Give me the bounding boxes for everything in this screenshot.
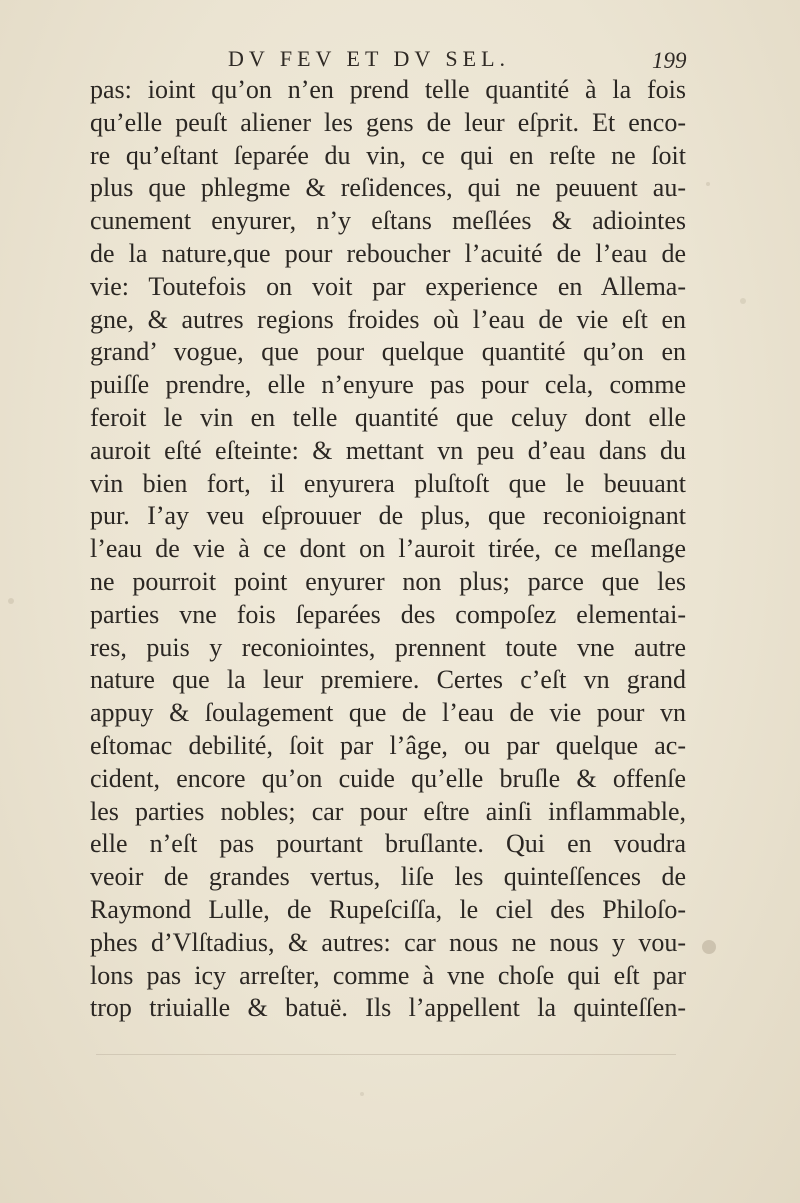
text-line: qu’elle peuſt aliener les gens de leur eſprit. Et enco- <box>90 107 686 137</box>
text-line: grand’ vogue, que pour quelque quantité qu’on en <box>90 337 686 367</box>
text-line: de la nature,que pour reboucher l’acuité de l’eau de <box>90 238 686 268</box>
paper-stain <box>706 182 710 186</box>
page-number: 199 <box>652 48 687 73</box>
paper-stain <box>8 598 14 604</box>
text-line: Raymond Lulle, de Rupeſciſſa, le ciel des Philoſo- <box>90 894 686 924</box>
running-head-title: DV FEV ET DV SEL. <box>228 46 511 71</box>
text-line: gne, & autres regions froides où l’eau de vie eſt en <box>90 304 686 334</box>
text-line: trop triuialle & batuë. Ils l’appellent la quinteſſen- <box>90 993 686 1023</box>
text-line: auroit eſté eſteinte: & mettant vn peu d’eau dans du <box>90 435 686 465</box>
text-line: eſtomac debilité, ſoit par l’âge, ou par quelque ac- <box>90 730 686 760</box>
bottom-rule <box>96 1054 676 1055</box>
text-line: vin bien fort, il enyurera pluſtoſt que le beuuant <box>90 468 686 498</box>
text-line: lons pas icy arreſter, comme à vne choſe qui eſt par <box>90 960 686 990</box>
text-line: puiſſe prendre, elle n’enyure pas pour cela, comme <box>90 370 686 400</box>
text-line: vie: Toutefois on voit par experience en Allema- <box>90 271 686 301</box>
text-line: pas: ioint qu’on n’en prend telle quantité à la fois <box>90 75 686 104</box>
text-line: pur. I’ay veu eſprouuer de plus, que reconioignant <box>90 501 686 531</box>
text-line: cunement enyurer, n’y eſtans meſlées & adiointes <box>90 206 686 236</box>
text-line: res, puis y reconiointes, prennent toute vne autre <box>90 632 686 662</box>
text-line: les parties nobles; car pour eſtre ainſi inflammable, <box>90 796 686 826</box>
paper-stain <box>740 298 746 304</box>
running-head <box>0 46 800 76</box>
paper-stain <box>702 940 716 954</box>
text-line: cident, encore qu’on cuide qu’elle bruſle & offenſe <box>90 763 686 793</box>
body-text <box>90 74 686 1025</box>
text-line: phes d’Vlſtadius, & autres: car nous ne nous y vou- <box>90 927 686 957</box>
text-line: veoir de grandes vertus, liſe les quinteſſences de <box>90 862 686 892</box>
paper-stain <box>360 1092 364 1096</box>
text-line: l’eau de vie à ce dont on l’auroit tirée, ce meſlange <box>90 534 686 564</box>
text-line: elle n’eſt pas pourtant bruſlante. Qui en voudra <box>90 829 686 859</box>
text-line: plus que phlegme & reſidences, qui ne peuuent au- <box>90 173 686 203</box>
text-line: re qu’eſtant ſeparée du vin, ce qui en reſte ne ſoit <box>90 140 686 170</box>
text-line: nature que la leur premiere. Certes c’eſt vn grand <box>90 665 686 695</box>
text-line: feroit le vin en telle quantité que celuy dont elle <box>90 402 686 432</box>
text-line: ne pourroit point enyurer non plus; parce que les <box>90 566 686 596</box>
text-line: appuy & ſoulagement que de l’eau de vie pour vn <box>90 698 686 728</box>
text-line: parties vne fois ſeparées des compoſez elementai- <box>90 599 686 629</box>
